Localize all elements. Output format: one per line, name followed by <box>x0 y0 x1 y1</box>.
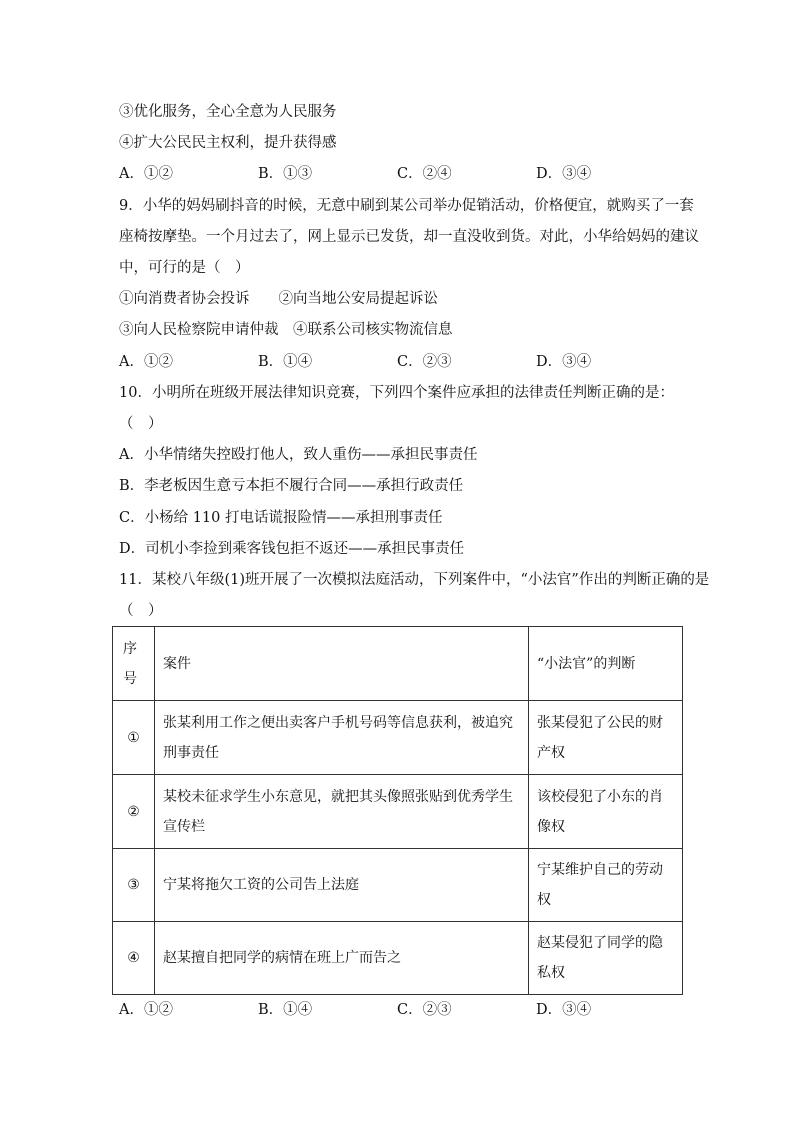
q10-option-b: B．李老板因生意亏本拒不履行合同——承担行政责任 <box>119 478 464 494</box>
q9-stem-line-2: 座椅按摩垫。一个月过去了，网上显示已发货，却一直没收到货。对此，小华给妈妈的建议 <box>119 229 699 245</box>
q10-option-a: A．小华情绪失控殴打他人，致人重伤——承担民事责任 <box>119 447 478 463</box>
header-case: 案件 <box>155 627 529 701</box>
header-serial-number: 序号 <box>113 627 155 701</box>
q9-statements-1-2: ①向消费者协会投诉 ②向当地公安局提起诉讼 <box>119 291 438 307</box>
q8-option-b: B．①③ <box>258 166 313 182</box>
q8-option-c: C．②④ <box>397 166 452 182</box>
q11-case-table <box>112 626 683 995</box>
q11-stem-line-2: （ ） <box>119 603 163 619</box>
q8-statement-4: ④扩大公民民主权利，提升获得感 <box>119 135 337 151</box>
q9-option-b: B．①④ <box>258 354 313 370</box>
case-description: 赵某擅自把同学的病情在班上广而告之 <box>155 922 529 995</box>
table-row <box>113 701 683 775</box>
q8-statement-3: ③优化服务，全心全意为人民服务 <box>119 104 337 120</box>
q10-option-c: C．小杨给 110 打电话谎报险情——承担刑事责任 <box>119 510 443 526</box>
row-number: ③ <box>113 849 155 922</box>
row-number: ④ <box>113 922 155 995</box>
case-description: 某校未征求学生小东意见，就把其头像照张贴到优秀学生宣传栏 <box>155 775 529 849</box>
q11-stem-line-1: 11．某校八年级(1)班开展了一次模拟法庭活动，下列案件中，“小法官”作出的判断正确的是 <box>119 572 710 588</box>
q8-option-d: D．③④ <box>536 166 592 182</box>
judgment: 张某侵犯了公民的财产权 <box>529 701 683 775</box>
q9-stem-line-3: 中，可行的是（ ） <box>119 260 250 276</box>
q8-answer-options <box>119 164 679 184</box>
q11-option-c: C．②③ <box>397 1002 452 1018</box>
q10-option-d: D．司机小李捡到乘客钱包拒不返还——承担民事责任 <box>119 541 465 557</box>
q11-option-b: B．①④ <box>258 1002 313 1018</box>
q11-option-a: A．①② <box>119 1002 173 1018</box>
table-header-row <box>113 627 683 701</box>
case-description: 张某利用工作之便出卖客户手机号码等信息获利，被追究刑事责任 <box>155 701 529 775</box>
table-row <box>113 922 683 995</box>
row-number: ① <box>113 701 155 775</box>
q11-answer-options <box>119 1000 679 1020</box>
table-row <box>113 849 683 922</box>
header-judgment: “小法官”的判断 <box>529 627 683 701</box>
q9-option-a: A．①② <box>119 354 173 370</box>
judgment: 赵某侵犯了同学的隐私权 <box>529 922 683 995</box>
q8-option-a: A．①② <box>119 166 173 182</box>
q9-option-d: D．③④ <box>536 354 592 370</box>
q9-stem-line-1: 9．小华的妈妈刷抖音的时候，无意中刷到某公司举办促销活动，价格便宜，就购买了一套 <box>119 198 694 214</box>
q9-statements-3-4: ③向人民检察院申请仲裁 ④联系公司核实物流信息 <box>119 322 453 338</box>
judgment: 宁某维护自己的劳动权 <box>529 849 683 922</box>
table-row <box>113 775 683 849</box>
q9-answer-options <box>119 352 679 372</box>
q11-option-d: D．③④ <box>536 1002 592 1018</box>
case-description: 宁某将拖欠工资的公司告上法庭 <box>155 849 529 922</box>
row-number: ② <box>113 775 155 849</box>
q9-option-c: C．②③ <box>397 354 452 370</box>
q10-stem-line-1: 10．小明所在班级开展法律知识竞赛，下列四个案件应承担的法律责任判断正确的是： <box>119 385 674 401</box>
q10-stem-line-2: （ ） <box>119 416 163 432</box>
judgment: 该校侵犯了小东的肖像权 <box>529 775 683 849</box>
